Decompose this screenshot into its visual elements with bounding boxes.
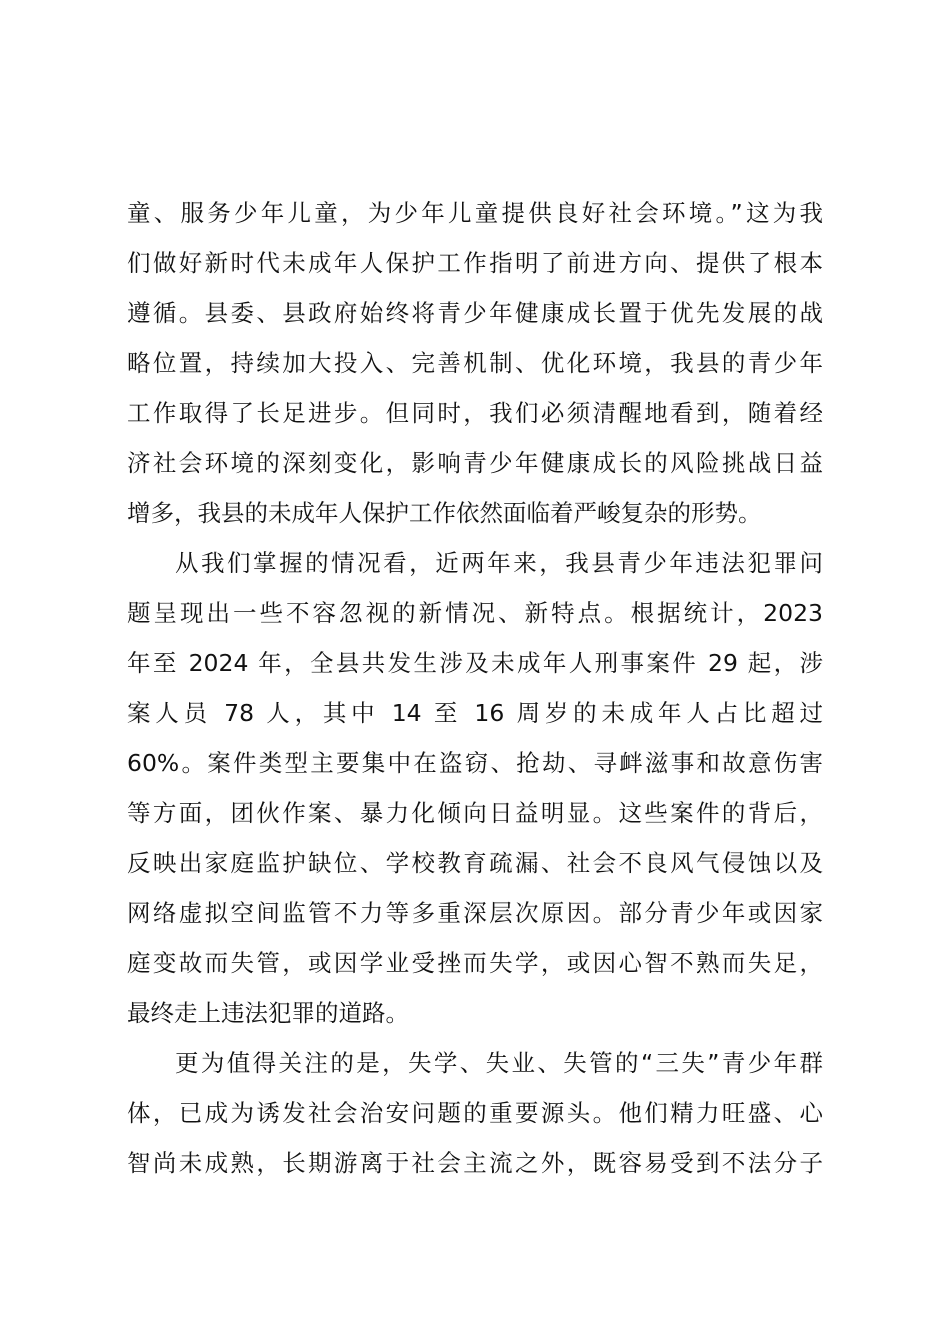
text-line: 童、服务少年儿童，为少年儿童提供良好社会环境。”这为我 [127, 199, 823, 227]
text-line: 遵循。县委、县政府始终将青少年健康成长置于优先发展的战 [127, 299, 823, 327]
text-line: 更为值得关注的是，失学、失业、失管的“三失”青少年群 [175, 1049, 823, 1077]
text-line: 年至 2024 年，全县共发生涉及未成年人刑事案件 29 起，涉 [127, 649, 823, 677]
text-line: 从我们掌握的情况看，近两年来，我县青少年违法犯罪问 [175, 549, 823, 577]
text-line: 案人员 78 人，其中 14 至 16 周岁的未成年人占比超过 [127, 699, 823, 727]
text-line: 增多，我县的未成年人保护工作依然面临着严峻复杂的形势。 [127, 499, 762, 527]
text-line: 智尚未成熟，长期游离于社会主流之外，既容易受到不法分子 [127, 1149, 823, 1177]
body-text [127, 188, 823, 1188]
text-line: 庭变故而失管，或因学业受挫而失学，或因心智不熟而失足， [127, 949, 823, 977]
text-line: 略位置，持续加大投入、完善机制、优化环境，我县的青少年 [127, 349, 823, 377]
text-line: 反映出家庭监护缺位、学校教育疏漏、社会不良风气侵蚀以及 [127, 849, 823, 877]
text-line: 等方面，团伙作案、暴力化倾向日益明显。这些案件的背后， [127, 799, 823, 827]
paragraph-2 [127, 538, 823, 1038]
text-line: 体，已成为诱发社会治安问题的重要源头。他们精力旺盛、心 [127, 1099, 823, 1127]
paragraph-3 [127, 1038, 823, 1188]
text-line: 济社会环境的深刻变化，影响青少年健康成长的风险挑战日益 [127, 449, 823, 477]
text-line: 们做好新时代未成年人保护工作指明了前进方向、提供了根本 [127, 249, 823, 277]
text-line: 网络虚拟空间监管不力等多重深层次原因。部分青少年或因家 [127, 899, 823, 927]
text-line: 工作取得了长足进步。但同时，我们必须清醒地看到，随着经 [127, 399, 823, 427]
text-line: 60%。案件类型主要集中在盗窃、抢劫、寻衅滋事和故意伤害 [127, 749, 823, 777]
paragraph-1 [127, 188, 823, 538]
text-line: 最终走上违法犯罪的道路。 [127, 999, 409, 1027]
text-line: 题呈现出一些不容忽视的新情况、新特点。根据统计，2023 [127, 599, 823, 627]
